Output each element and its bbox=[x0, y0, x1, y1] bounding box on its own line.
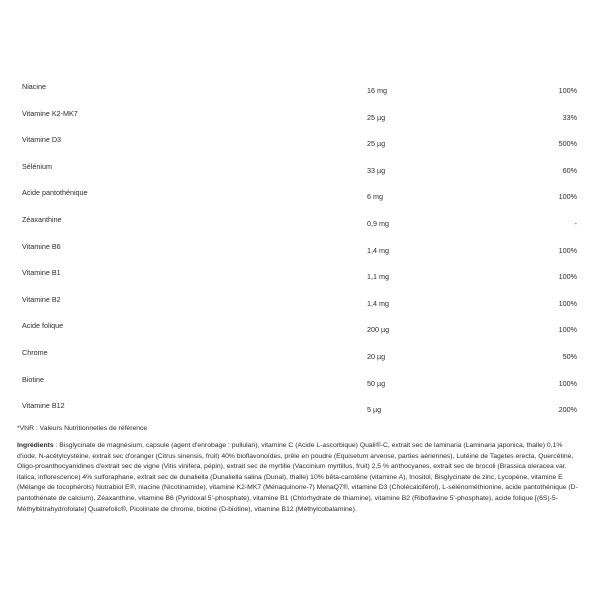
nutrient-amount: 25 µg bbox=[367, 112, 386, 122]
nutrient-vnr: 50% bbox=[562, 351, 577, 361]
nutrient-amount: 1,4 mg bbox=[367, 245, 389, 255]
nutrient-amount: 1,4 mg bbox=[367, 298, 389, 308]
nutrient-vnr: 100% bbox=[558, 245, 577, 255]
table-row bbox=[22, 182, 577, 209]
table-row bbox=[22, 262, 577, 289]
table-row bbox=[22, 209, 577, 236]
table-row bbox=[22, 315, 577, 342]
nutrient-amount: 1,1 mg bbox=[367, 272, 389, 282]
nutrient-amount: 0,9 mg bbox=[367, 218, 389, 228]
nutrient-name: Acide folique bbox=[22, 321, 64, 331]
nutrient-vnr: 500% bbox=[558, 139, 577, 149]
table-row bbox=[22, 395, 577, 422]
nutrient-amount: 5 µg bbox=[367, 405, 382, 415]
nutrient-name: Biotine bbox=[22, 374, 44, 384]
nutrient-name: Zéaxanthine bbox=[22, 214, 62, 224]
nutrient-vnr: 100% bbox=[558, 298, 577, 308]
nutrient-vnr: 100% bbox=[558, 325, 577, 335]
nutrient-name: Niacine bbox=[22, 82, 46, 91]
nutrient-vnr: 100% bbox=[558, 378, 577, 388]
nutrient-name: Vitamine B1 bbox=[22, 268, 61, 278]
nutrient-name: Acide pantothénique bbox=[22, 188, 88, 198]
nutrient-vnr: 33% bbox=[562, 112, 577, 122]
nutrient-vnr: 200% bbox=[558, 405, 577, 415]
ingredients-text: : Bisglycinate de magnésium, capsule (agent d'enrobage : pullulan), vitamine C (Acide L-ascorbique) Quali®-C, extrait sec de laminaria (Laminaria japonica, thalle) 0,1% d'iode, N-acétylcystéine, extrait sec d'oranger (Citrus sinensis, fruit) 40% bioflavonoïdes, prêle en poudre (Equisetum arvense, parties aériennes), Lutéine de Tagetes erecta, Quercétine, Oligo-proanthocyanidines d'extrait sec de vigne (Vitis vinifera, pépin), extrait sec de myrtille (Vaccinium myrtillus, fruit) 2,5 % anthocyanes, extrait sec de brocoli (Brassica oleracea var. italica, inflorescence) 4% sulforaphane, extrait sec de dunaliella (Dunaliella salina (Dunal), thalle) 10% bêta-carotène (vitamine A), Inositol, Bisglycinate de zinc, Lycopène, vitamine E (Mélange de tocophérols) Nutrabiol E®, niacine (Nicotinamide), vitamine K2-MK7 (Ménaquinone-7) MenaQ7®, vitamine D3 (Cholécalciférol), L-sélénométhionine, acide pantothénique (D-pantothénate de calcium), Zéaxanthine, vitamine B6 (Pyridoxal 5'-phosphate), vitamine B1 (Chlorhydrate de thiamine), vitamine B2 (Riboflavine 5'-phosphate), acide folique [(6S)-5-Méthyltétrahydrofolate] Quatrefolic®, Picolinate de chrome, biotine (D-biotine), vitamine B12 (Méthylcobalamine). bbox=[17, 442, 578, 513]
vnr-footnote: *VNR : Valeurs Nutritionnelles de référence bbox=[17, 425, 148, 432]
table-row bbox=[22, 289, 577, 316]
nutrient-amount: 33 µg bbox=[367, 165, 386, 175]
table-row bbox=[22, 342, 577, 369]
nutrient-amount: 25 µg bbox=[367, 139, 386, 149]
nutrient-name: Vitamine D3 bbox=[22, 135, 62, 145]
nutrient-name: Vitamine B12 bbox=[22, 401, 65, 411]
nutrient-vnr: 100% bbox=[558, 192, 577, 202]
table-row bbox=[22, 156, 577, 183]
table-row bbox=[22, 76, 577, 103]
table-row bbox=[22, 103, 577, 130]
nutrient-amount: 200 µg bbox=[367, 325, 390, 335]
nutrient-vnr: 100% bbox=[558, 272, 577, 282]
table-row bbox=[22, 369, 577, 396]
nutrient-name: Vitamine K2-MK7 bbox=[22, 108, 78, 118]
nutrient-vnr: - bbox=[574, 218, 577, 228]
nutrient-amount: 50 µg bbox=[367, 378, 386, 388]
nutrient-amount: 6 mg bbox=[367, 192, 383, 202]
nutrient-amount: 16 mg bbox=[367, 86, 387, 95]
nutrient-name: Vitamine B2 bbox=[22, 294, 61, 304]
nutrient-name: Chrome bbox=[22, 347, 48, 357]
nutrition-table bbox=[22, 76, 577, 422]
ingredients-label: Ingrédients bbox=[17, 442, 54, 449]
table-row bbox=[22, 129, 577, 156]
nutrient-name: Vitamine B6 bbox=[22, 241, 61, 251]
nutrient-name: Sélénium bbox=[22, 161, 52, 171]
nutrient-amount: 20 µg bbox=[367, 351, 386, 361]
ingredients-paragraph bbox=[17, 441, 582, 515]
nutrient-vnr: 100% bbox=[558, 86, 577, 95]
nutrient-vnr: 60% bbox=[562, 165, 577, 175]
table-row bbox=[22, 236, 577, 263]
